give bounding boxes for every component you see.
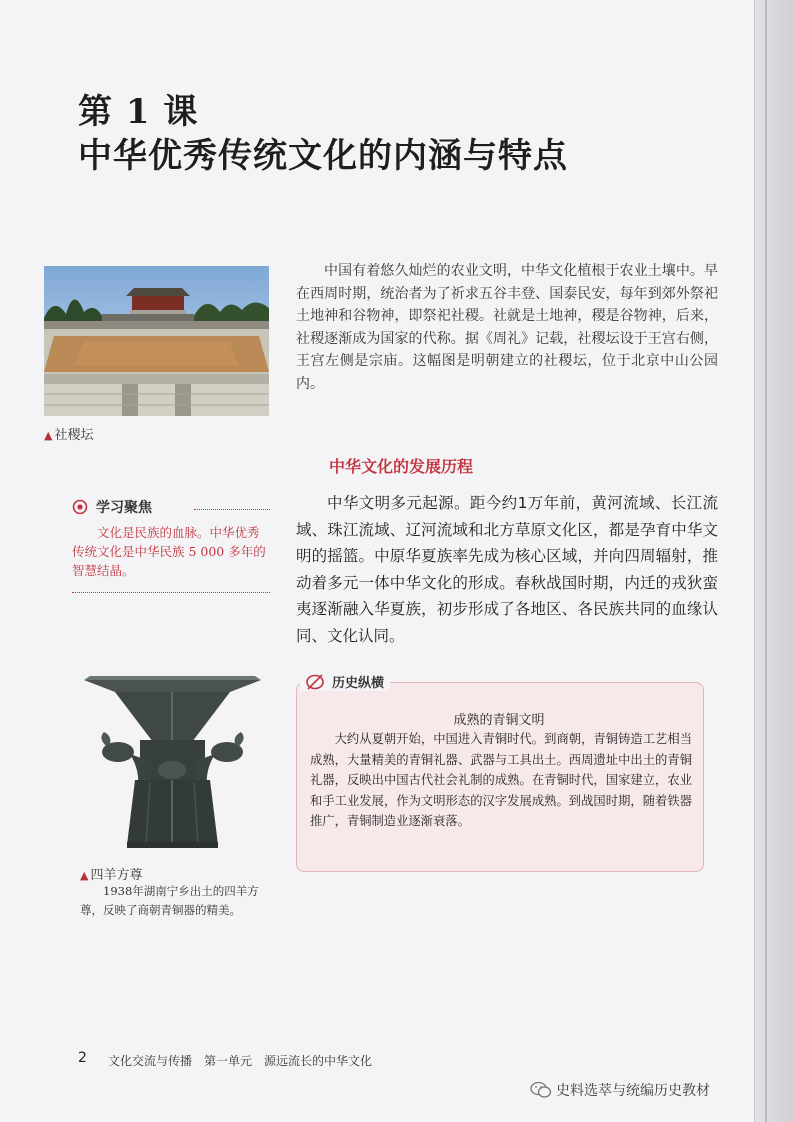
history-title: 成熟的青铜文明 — [453, 713, 545, 728]
history-tag — [300, 672, 390, 691]
vessel-caption: ▲ 四羊方尊 — [80, 868, 143, 883]
photo-caption: ▲ 社稷坛 — [44, 428, 94, 443]
lesson-number: 第 1 课 — [78, 92, 199, 132]
section-body: 中华文明多元起源。距今约1万年前，黄河流域、长江流域、珠江流域、辽河流域和北方草原文化区，都是孕育中华文明的摇篮。中原华夏族率先成为核心区域，并向四周辐射，推动着多元一体中华文化的形成。春秋战国时期，内迁的戎狄蛮夷逐渐融入华夏族，初步形成了各地区、各民族共同的血缘认同、文化认同。 — [296, 494, 718, 645]
focus-divider-bottom — [72, 592, 270, 593]
intro-paragraph: 中国有着悠久灿烂的农业文明，中华文化植根于农业土壤中。早在西周时期，统治者为了祈求五谷丰登、国泰民安，每年到郊外祭祀土地神和谷物神，即祭祀社稷。社就是土地神，稷是谷物神，后来，社稷逐渐成为国家的代称。据《周礼》记载，社稷坛设于王宫右侧，王宫左侧是宗庙。这幅图是明朝建立的社稷坛，位于北京中山公园内。 — [296, 263, 718, 392]
study-focus-text: 文化是民族的血脉。中华优秀传统文化是中华民族 5 000 多年的智慧结晶。 — [72, 525, 266, 578]
triangle-marker-icon: ▲ — [80, 869, 89, 882]
lesson-title: 中华优秀传统文化的内涵与特点 — [78, 136, 568, 176]
watermark-text: 史料选萃与统编历史教材 — [556, 1083, 710, 1099]
study-focus-box — [72, 497, 270, 593]
target-icon — [72, 499, 88, 515]
focus-divider — [194, 509, 270, 510]
wechat-icon — [530, 1081, 552, 1099]
watermark — [530, 1080, 710, 1100]
page-edge-line — [765, 0, 767, 1122]
vessel-description: 1938年湖南宁乡出土的四羊方尊，反映了商朝青铜器的精美。 — [80, 884, 259, 917]
page-edge — [754, 0, 793, 1122]
study-focus-label: 学习聚焦 — [96, 500, 152, 516]
history-tag-label: 历史纵横 — [332, 676, 385, 691]
section-heading: 中华文化的发展历程 — [329, 457, 474, 476]
sheji-altar-photo — [44, 266, 269, 416]
history-text: 大约从夏朝开始，中国进入青铜时代。到商朝，青铜铸造工艺相当成熟，大量精美的青铜礼器、武器与工具出土。西周遗址中出土的青铜礼器，反映出中国古代社会礼制的成熟。在青铜时代，国家建立，农业和手工业发展，作为文明形态的汉字发展成熟。到战国时期，随着铁器推广，青铜制造业逐渐衰落。 — [310, 732, 692, 829]
four-ram-square-zun-image — [80, 670, 265, 850]
swirl-icon — [304, 673, 326, 691]
running-head: 文化交流与传播 第一单元 源远流长的中华文化 — [108, 1054, 373, 1068]
page-number: 2 — [78, 1050, 87, 1066]
triangle-marker-icon: ▲ — [44, 429, 53, 442]
study-focus-header — [72, 497, 152, 517]
